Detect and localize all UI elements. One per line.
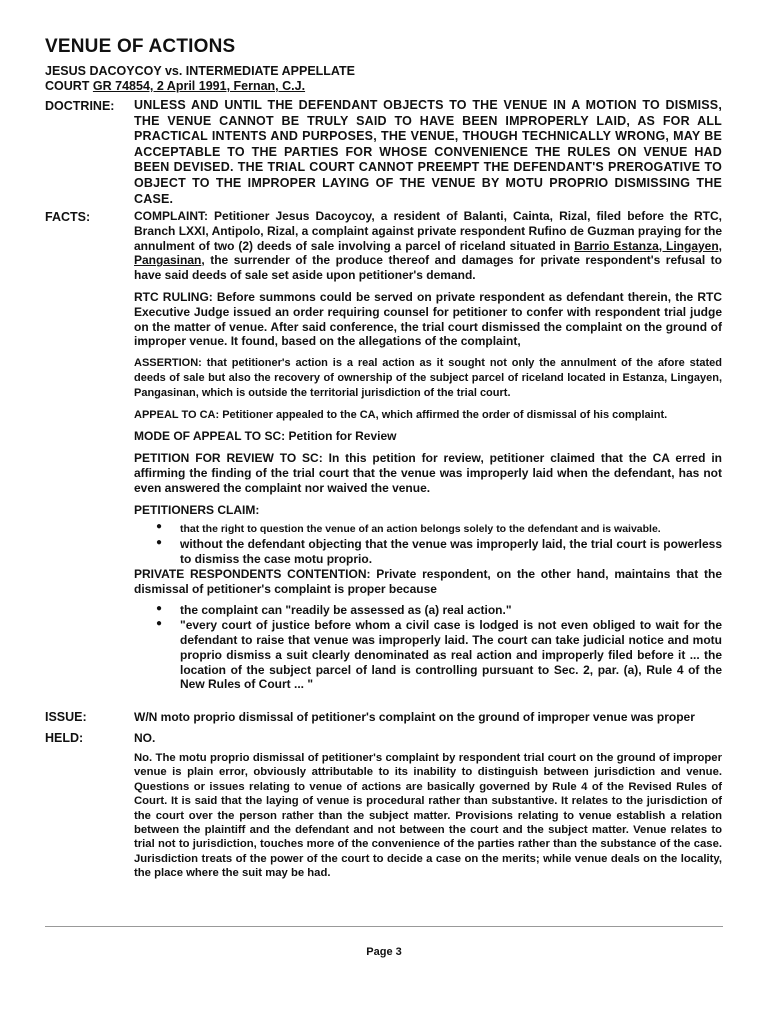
- case-reference: GR 74854, 2 April 1991, Fernan, C.J.: [92, 79, 306, 93]
- held-label: HELD:: [45, 731, 84, 745]
- case-citation: [45, 64, 355, 94]
- private-respondent-points: [134, 603, 722, 692]
- petitioners-claim-list: [134, 521, 722, 566]
- facts-label: FACTS:: [45, 210, 91, 224]
- list-item: ● "every court of justice before whom a civil case is lodged is not even obliged to wait for the defendant to raise that venue was improperly laid. The court can take judicial notice and motu proprio dismiss a suit clearly denominated as real action and improperly filed before it ... the location of the subject parcel of land is controlling pursuant to Sec. 2, par. (a), Rule 4 of the New Rules of Court ... ": [156, 618, 722, 692]
- page-number: Page 3: [366, 946, 402, 958]
- list-item: ● the complaint can "readily be assessed as (a) real action.": [156, 603, 512, 618]
- bullet-icon: ●: [156, 618, 163, 630]
- held-text: No. The motu proprio dismissal of petitioner's complaint by respondent trial court on the ground of improper venue is plain error, obviously attributable to its inability to distinguish between jurisdiction and venue. Questions or issues relating to venue of actions are basically governed by Rule 4 of the Revised Rules of Court. It is said that the laying of venue is procedural rather than substantive. It relates to the jurisdiction of the court over the person rather than the subject matter. Provisions relating to venue establish a relation between the plaintiff and the defendant and not between the court and the subject matter. Venue relates to trial not to jurisdiction, touches more of the convenience of the parties rather than the substance of the case. Jurisdiction treats of the power of the court to decide a case on the merits; while venue deals on the locality, the place where the suit may be had.: [134, 752, 722, 880]
- bullet-icon: ●: [156, 603, 163, 615]
- facts-section: [134, 209, 722, 698]
- facts-assertion: ASSERTION: that petitioner's action is a real action as it sought not only the annulment of the afore stated deeds of sale but also the recovery of ownership of the subject parcel of riceland located in Estanza, Lingayen, Pangasinan, which is outside the territorial jurisdiction of the trial court.: [134, 357, 722, 399]
- location-underlined: Barrio Estanza, Lingayen, Pangasinan: [134, 238, 722, 268]
- issue-text: W/N moto proprio dismissal of petitioner's complaint on the ground of improper venue was proper: [134, 710, 695, 724]
- list-item: ● that the right to question the venue of an action belongs solely to the defendant and is waivable.: [156, 521, 661, 536]
- held-short: NO.: [134, 731, 156, 745]
- list-item: ● without the defendant objecting that the venue was improperly laid, the trial court is powerless to dismiss the case motu proprio.: [156, 537, 722, 566]
- petitioners-claim-heading: PETITIONERS CLAIM:: [134, 502, 260, 517]
- case-court: COURT: [45, 79, 93, 93]
- doctrine-text: UNLESS AND UNTIL THE DEFENDANT OBJECTS TO THE VENUE IN A MOTION TO DISMISS, THE VENUE CANNOT BE TRULY SAID TO HAVE BEEN IMPROPERLY LAID, AS FOR ALL PRACTICAL INTENTS AND PURPOSES, THE VENUE, THOUGH TECHNICALLY WRONG, MAY BE ACCEPTABLE TO THE PARTIES FOR WHOSE CONVENIENCE THE RULES ON VENUE HAD BEEN DEVISED. THE TRIAL COURT CANNOT PREEMPT THE DEFENDANT'S PREROGATIVE TO OBJECT TO THE IMPROPER LAYING OF THE VENUE BY MOTU PROPRIO DISMISSING THE CASE.: [134, 98, 722, 206]
- facts-complaint: COMPLAINT: Petitioner Jesus Dacoycoy, a resident of Balanti, Cainta, Rizal, filed before the RTC, Branch LXXI, Antipolo, Rizal, a complaint against private respondent Rufino de Guzman praying for the annulment of two (2) deeds of sale involving a parcel of riceland situated in Barrio Estanza, Lingayen, Pangasinan, the surrender of the produce thereof and damages for private respondent's refusal to have said deeds of sale set aside upon petitioner's demand.: [134, 209, 722, 283]
- facts-petition: PETITION FOR REVIEW TO SC: In this petition for review, petitioner claimed that the CA erred in affirming the finding of the trial court that the venue was improperly laid when the defendant, has not even answered the complaint nor waived the venue.: [134, 451, 722, 495]
- case-parties: JESUS DACOYCOY vs. INTERMEDIATE APPELLATE: [45, 64, 356, 78]
- facts-rtc-ruling: RTC RULING: Before summons could be served on private respondent as defendant therein, the RTC Executive Judge issued an order requiring counsel for petitioner to confer with respondent trial judge on the matter of venue. After said conference, the trial court dismissed the complaint on the ground of improper venue. It found, based on the allegations of the complaint,: [134, 289, 722, 349]
- bullet-icon: ●: [156, 537, 163, 549]
- private-respondent-contention: PRIVATE RESPONDENTS CONTENTION: Private respondent, on the other hand, maintains that the dismissal of petitioner's complaint is proper because: [134, 566, 722, 596]
- footer-divider: [45, 926, 723, 927]
- facts-appeal-ca: APPEAL TO CA: Petitioner appealed to the CA, which affirmed the order of dismissal of his complaint.: [134, 408, 668, 421]
- case-court-line: [45, 79, 355, 94]
- bullet-icon: ●: [156, 521, 163, 533]
- issue-label: ISSUE:: [45, 710, 87, 724]
- facts-mode-of-appeal: MODE OF APPEAL TO SC: Petition for Review: [134, 429, 397, 444]
- doctrine-label: DOCTRINE:: [45, 99, 115, 113]
- document-title: VENUE OF ACTIONS: [45, 36, 236, 57]
